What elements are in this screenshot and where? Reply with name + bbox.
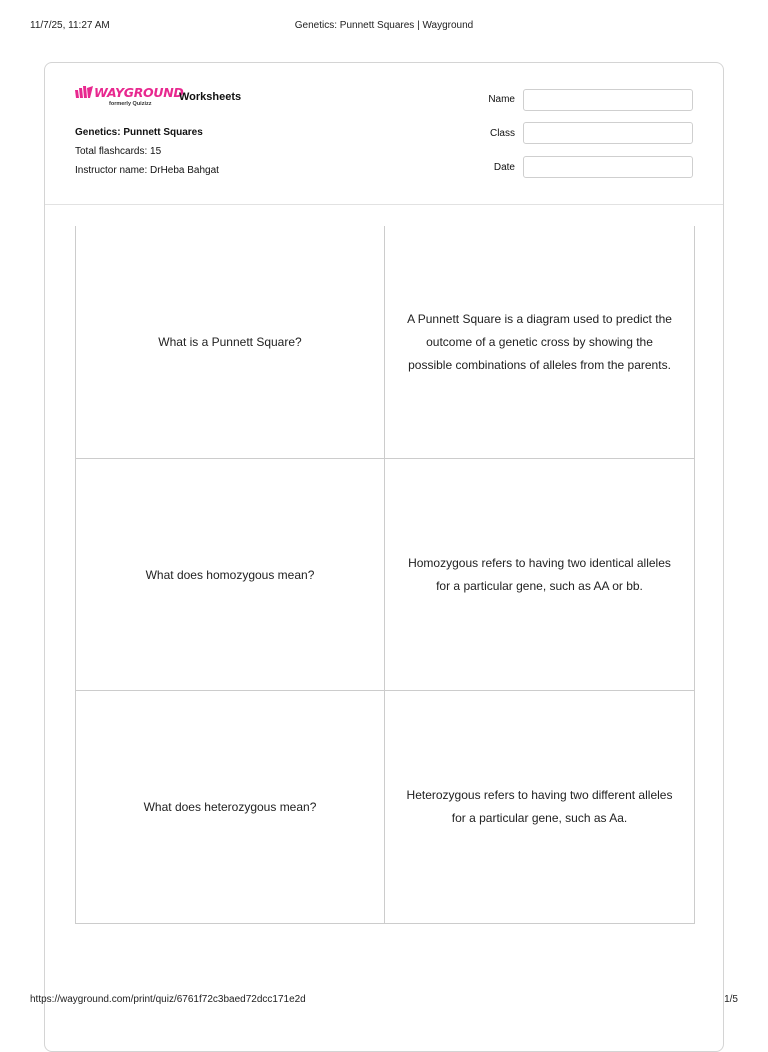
name-label: Name [488, 94, 515, 105]
term-text: What does heterozygous mean? [143, 799, 317, 814]
flashcard-term [76, 226, 385, 458]
date-field[interactable] [523, 156, 693, 178]
print-page-title: Genetics: Punnett Squares | Wayground [294, 20, 474, 31]
flashcard-row [76, 690, 694, 923]
date-label: Date [493, 162, 515, 173]
definition-text: Homozygous refers to having two identical alleles for a particular gene, such as AA or bb. [408, 556, 671, 593]
flashcard-row [76, 458, 694, 691]
term-text: What does homozygous mean? [145, 567, 315, 582]
flashcard-table [75, 226, 695, 924]
flashcard-definition [385, 691, 694, 923]
flashcard-term [76, 459, 385, 691]
flashcard-row [76, 226, 694, 458]
print-url: https://wayground.com/print/quiz/6761f72c3baed72dcc171e2d [30, 994, 306, 1005]
worksheet-card [44, 62, 724, 1052]
total-flashcards: Total flashcards: 15 [75, 146, 162, 157]
term-text: What is a Punnett Square? [158, 334, 302, 349]
definition-text: Heterozygous refers to having two different alleles for a particular gene, such as Aa. [406, 788, 673, 825]
worksheet-header [45, 63, 723, 205]
flashcard-definition [385, 226, 694, 458]
flashcard-definition [385, 459, 694, 691]
class-field[interactable] [523, 122, 693, 144]
class-label: Class [489, 128, 515, 139]
flashcard-term [76, 691, 385, 923]
instructor-name: Instructor name: DrHeba Bahgat [75, 165, 219, 176]
definition-text: A Punnett Square is a diagram used to predict the outcome of a genetic cross by showing the possible combinations of alleles from the parents. [407, 311, 672, 372]
wayground-logo [75, 85, 184, 111]
print-date-time: 11/7/25, 11:27 AM [30, 20, 110, 31]
wayground-logo-icon [75, 86, 93, 100]
page-number: 1/5 [724, 994, 738, 1005]
print-header [30, 20, 738, 34]
name-field[interactable] [523, 89, 693, 111]
worksheet-title: Genetics: Punnett Squares [75, 127, 203, 138]
print-footer [30, 994, 738, 1008]
section-label: Worksheets [179, 91, 242, 103]
logo-wordmark: WAYGROUND [94, 85, 184, 100]
logo-tagline: formerly Quizizz [109, 101, 152, 107]
